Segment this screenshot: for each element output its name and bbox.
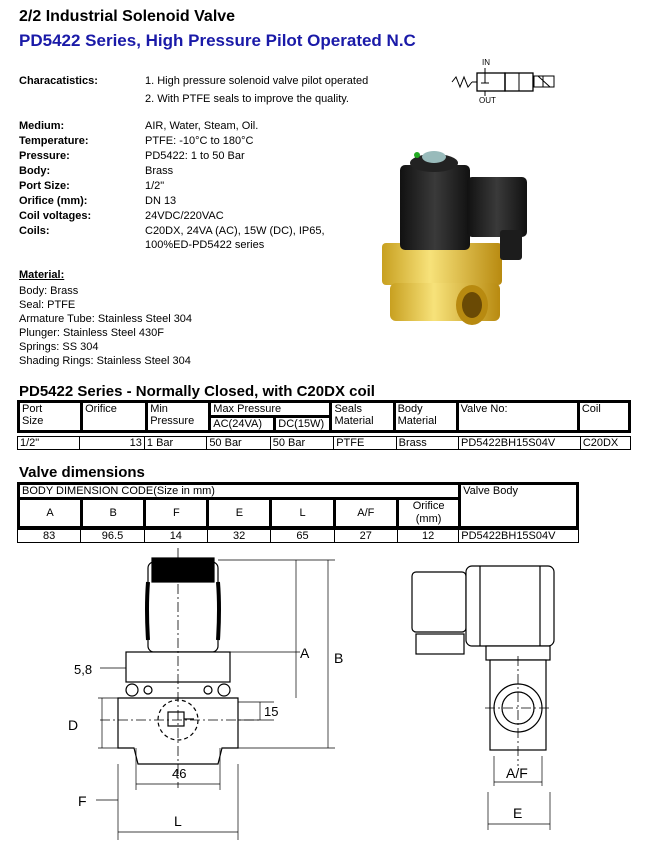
spec-value-coils-cont: 100%ED-PD5422 series xyxy=(145,239,265,251)
dim-label-e: E xyxy=(513,805,523,821)
characteristic-item: 2. With PTFE seals to improve the quality. xyxy=(145,93,349,105)
material-item: Seal: PTFE xyxy=(19,299,76,311)
cell-orifice: 13 xyxy=(80,437,144,450)
dim-label-d: D xyxy=(68,717,79,733)
cell-valve-no: PD5422BH15S04V xyxy=(459,437,581,450)
symbol-in-label: IN xyxy=(482,58,490,67)
header-seals-material: Seals Material xyxy=(331,402,394,432)
valve-product-image xyxy=(372,135,537,335)
dims-val-a: 83 xyxy=(18,530,81,543)
page-subtitle: PD5422 Series, High Pressure Pilot Operated N.C xyxy=(19,31,416,50)
dims-val-l: 65 xyxy=(271,530,334,543)
header-max-pressure: Max Pressure AC(24VA) DC(15W) xyxy=(210,402,331,432)
spec-label-body: Body: xyxy=(19,165,51,177)
spec-label-medium: Medium: xyxy=(19,120,65,132)
cell-coil: C20DX xyxy=(580,437,630,450)
spec-value-body: Brass xyxy=(145,165,174,177)
dims-val-f: 14 xyxy=(144,530,207,543)
dims-table-heading: Valve dimensions xyxy=(19,464,145,481)
spec-label-temperature: Temperature: xyxy=(19,135,89,147)
dims-col-af: A/F xyxy=(334,499,397,528)
dims-val-body: PD5422BH15S04V xyxy=(459,530,579,543)
dims-header: BODY DIMENSION CODE(Size in mm) xyxy=(19,484,460,499)
spec-value-coils: C20DX, 24VA (AC), 15W (DC), IP65, xyxy=(145,225,325,237)
front-view-drawing xyxy=(60,548,360,848)
series-table-header xyxy=(17,400,631,433)
dims-val-orifice: 12 xyxy=(397,530,458,543)
dim-label-af: A/F xyxy=(506,765,528,781)
valve-symbol xyxy=(450,56,560,106)
spec-label-orifice: Orifice (mm): xyxy=(19,195,88,207)
dim-label-b: B xyxy=(334,650,344,666)
cell-min: 1 Bar xyxy=(144,437,206,450)
cell-dc: 50 Bar xyxy=(270,437,333,450)
page-title: 2/2 Industrial Solenoid Valve xyxy=(19,8,236,25)
header-valve-no: Valve No: xyxy=(457,402,578,432)
dim-label-a: A xyxy=(300,645,310,661)
dims-val-b: 96.5 xyxy=(81,530,144,543)
material-item: Body: Brass xyxy=(19,285,79,297)
characteristic-item: 1. High pressure solenoid valve pilot operated xyxy=(145,75,369,87)
header-coil: Coil xyxy=(578,402,629,432)
spec-label-pressure: Pressure: xyxy=(19,150,70,162)
dims-val-af: 27 xyxy=(334,530,397,543)
dim-label-58: 5,8 xyxy=(74,662,93,677)
material-item: Shading Rings: Stainless Steel 304 xyxy=(19,355,191,367)
spec-value-orifice: DN 13 xyxy=(145,195,177,207)
symbol-out-label: OUT xyxy=(479,96,496,105)
dim-label-f: F xyxy=(78,793,87,809)
series-table-row xyxy=(17,436,631,450)
dims-val-e: 32 xyxy=(207,530,270,543)
spec-label-coil-voltages: Coil voltages: xyxy=(19,210,92,222)
header-port-size: Port Size xyxy=(19,402,82,432)
cell-body: Brass xyxy=(396,437,458,450)
material-heading: Material: xyxy=(19,269,65,281)
header-min-pressure: Min Pressure xyxy=(147,402,210,432)
characteristics-label: Characatistics: xyxy=(19,75,98,87)
spec-label-port-size: Port Size: xyxy=(19,180,70,192)
spec-value-port-size: 1/2" xyxy=(145,180,165,192)
cell-seals: PTFE xyxy=(334,437,396,450)
header-orifice: Orifice xyxy=(82,402,147,432)
dims-col-orifice: Orifice (mm) xyxy=(398,499,460,528)
cell-ac: 50 Bar xyxy=(207,437,270,450)
dim-label-15: 15 xyxy=(264,704,279,719)
dims-table-row xyxy=(17,529,579,543)
dims-col-f: F xyxy=(145,499,208,528)
spec-label-coils: Coils: xyxy=(19,225,50,237)
dims-table-header xyxy=(17,482,579,529)
dims-col-l: L xyxy=(271,499,334,528)
dims-col-a: A xyxy=(19,499,82,528)
cell-port: 1/2" xyxy=(18,437,80,450)
header-body-material: Body Material xyxy=(394,402,457,432)
spec-value-pressure: PD5422: 1 to 50 Bar xyxy=(145,150,245,162)
material-item: Springs: SS 304 xyxy=(19,341,99,353)
spec-value-temperature: PTFE: -10°C to 180°C xyxy=(145,135,254,147)
dims-valve-body: Valve Body xyxy=(460,484,578,528)
dim-label-l: L xyxy=(174,813,182,829)
series-table-heading: PD5422 Series - Normally Closed, with C20DX coil xyxy=(19,383,375,400)
dims-col-b: B xyxy=(82,499,145,528)
spec-value-medium: AIR, Water, Steam, Oil. xyxy=(145,120,259,132)
side-view-drawing xyxy=(400,556,570,846)
material-item: Plunger: Stainless Steel 430F xyxy=(19,327,164,339)
spec-value-coil-voltages: 24VDC/220VAC xyxy=(145,210,224,222)
dims-col-e: E xyxy=(208,499,271,528)
material-item: Armature Tube: Stainless Steel 304 xyxy=(19,313,193,325)
dim-label-46: 46 xyxy=(172,766,187,781)
